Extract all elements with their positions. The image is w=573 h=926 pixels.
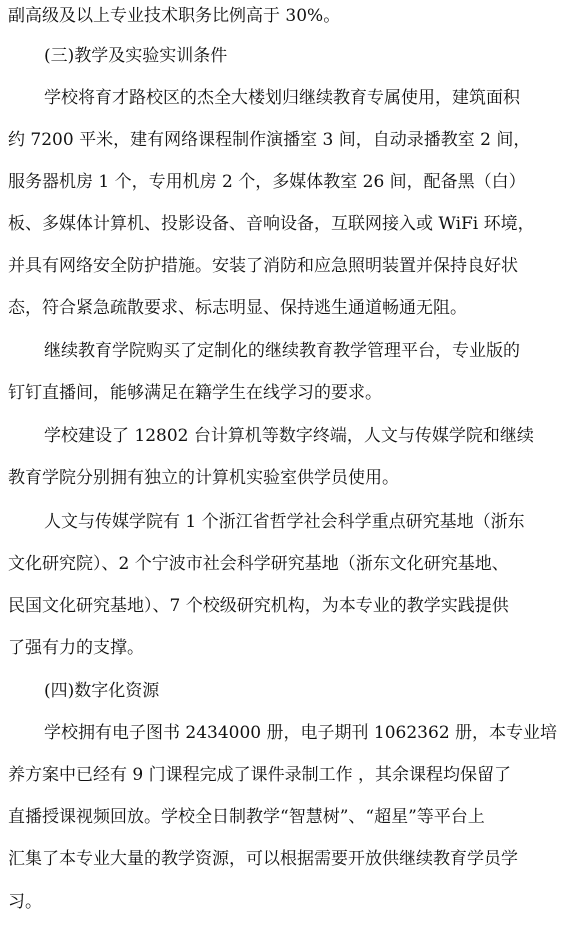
paragraph-line: 态，符合紧急疏散要求、标志明显、保持逃生通道畅通无阻。	[8, 298, 467, 318]
paragraph-line: 学校将育才路校区的杰全大楼划归继续教育专属使用，建筑面积	[44, 88, 520, 108]
paragraph-line: 养方案中已经有 9 门课程完成了课件录制工作 ，其余课程均保留了	[8, 765, 512, 785]
paragraph-line: 钉钉直播间，能够满足在籍学生在线学习的要求。	[8, 383, 382, 403]
paragraph-line: 习。	[8, 892, 42, 912]
paragraph-line: 板、多媒体计算机、投影设备、音响设备，互联网接入或 WiFi 环境，	[8, 214, 535, 234]
paragraph-line: 了强有力的支撑。	[8, 638, 144, 658]
paragraph-line: 服务器机房 1 个，专用机房 2 个，多媒体教室 26 间，配备黑（白）	[8, 172, 526, 192]
paragraph-line: 人文与传媒学院有 1 个浙江省哲学社会科学重点研究基地（浙东	[44, 512, 525, 532]
paragraph-line: 教育学院分别拥有独立的计算机实验室供学员使用。	[8, 468, 399, 488]
paragraph-line: 学校建设了 12802 台计算机等数字终端，人文与传媒学院和继续	[44, 426, 534, 446]
paragraph-line: 副高级及以上专业技术职务比例高于 30%。	[8, 6, 341, 26]
paragraph-line: 学校拥有电子图书 2434000 册，电子期刊 1062362 册，本专业培	[44, 723, 558, 743]
paragraph-line: 文化研究院）、2 个宁波市社会科学研究基地（浙东文化研究基地、	[8, 554, 509, 574]
paragraph-line: 汇集了本专业大量的教学资源，可以根据需要开放供继续教育学员学	[8, 849, 518, 869]
paragraph-line: 并具有网络安全防护措施。安装了消防和应急照明装置并保持良好状	[8, 256, 518, 276]
paragraph-line: 继续教育学院购买了定制化的继续教育教学管理平台，专业版的	[44, 341, 520, 361]
paragraph-line: 直播授课视频回放。学校全日制教学“智慧树”、“超星”等平台上	[8, 807, 485, 827]
section-heading: (三)教学及实验实训条件	[44, 46, 228, 66]
section-heading: (四)数字化资源	[44, 681, 160, 701]
paragraph-line: 约 7200 平米，建有网络课程制作演播室 3 间，自动录播教室 2 间，	[8, 130, 531, 150]
paragraph-line: 民国文化研究基地）、7 个校级研究机构，为本专业的教学实践提供	[8, 596, 509, 616]
